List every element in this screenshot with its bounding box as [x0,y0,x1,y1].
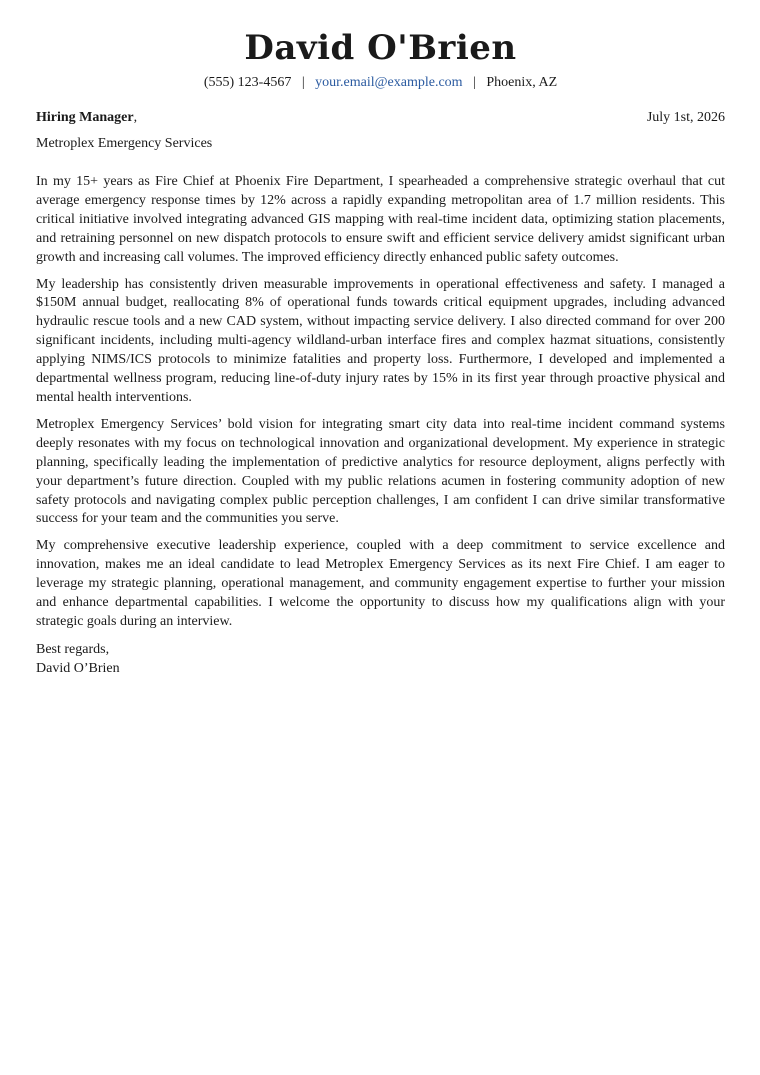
salutation-punct: , [133,110,138,125]
recipient-row [36,108,725,128]
recipient-company: Metroplex Emergency Services [36,136,213,151]
location: Phoenix, AZ [486,75,558,90]
email-link[interactable]: your.email@example.com [315,75,463,90]
applicant-name: David O'Brien [244,28,517,68]
letter-body [36,173,725,632]
contact-line [36,73,725,93]
contact-separator: | [473,75,476,90]
letter-date: July 1st, 2026 [646,110,725,125]
salutation-recipient: Hiring Manager [36,110,134,125]
phone-number: (555) 123-4567 [203,75,292,90]
body-paragraph: My leadership has consistently driven measurable improvements in operational effectiveness and safety. I managed a $150M annual budget, reallocating 8% of operational funds towards critical equipment upgrades, including advanced hydraulic rescue tools and a new CAD system, without impacting service delivery. I also directed command for over 200 significant incidents, including multi-agency wildland-urban interface fires and complex hazmat situations, consistently applying NIMS/ICS protocols to minimize fatalities and property loss. Furthermore, I developed and implemented a departmental wellness program, reducing line-of-duty injury rates by 15% in its first year through proactive physical and mental health interventions. [36,276,725,405]
body-paragraph: In my 15+ years as Fire Chief at Phoenix Fire Department, I spearheaded a comprehensive strategic overhaul that cut average emergency response times by 12% across a rapidly expanding metropolitan area of 1.7 million residents. This critical initiative involved integrating advanced GIS mapping with real-time incident data, optimizing station placements, and retraining personnel on new dispatch protocols to ensure swift and efficient service delivery amidst significant urban growth and increasing call volumes. The improved efficiency directly enhanced public safety outcomes. [36,174,725,265]
signature: David O’Brien [36,660,120,676]
body-paragraph: My comprehensive executive leadership experience, coupled with a deep commitment to service excellence and innovation, makes me an ideal candidate to lead Metroplex Emergency Services as its next Fire Chief. I am eager to leverage my strategic planning, operational management, and community engagement expertise to further your mission and enhance departmental capabilities. I welcome the opportunity to discuss how my qualifications align with your strategic goals during an interview. [36,538,725,629]
signoff: Best regards, [36,641,110,657]
contact-separator: | [301,75,305,90]
cover-letter-page [36,24,725,678]
body-paragraph: Metroplex Emergency Services’ bold vision for integrating smart city data into real-time incident command systems deeply resonates with my focus on technological innovation and organizational development. My experience in strategic planning, specifically leading the implementation of predictive analytics for resource deployment, aligns perfectly with your department’s future direction. Coupled with my public relations acumen in fostering community adoption of new safety protocols and navigating complex public perception challenges, I am confident I can drive similar transformative success for your team and the communities you serve. [36,416,725,527]
closing-block [36,640,725,678]
salutation [36,108,137,128]
